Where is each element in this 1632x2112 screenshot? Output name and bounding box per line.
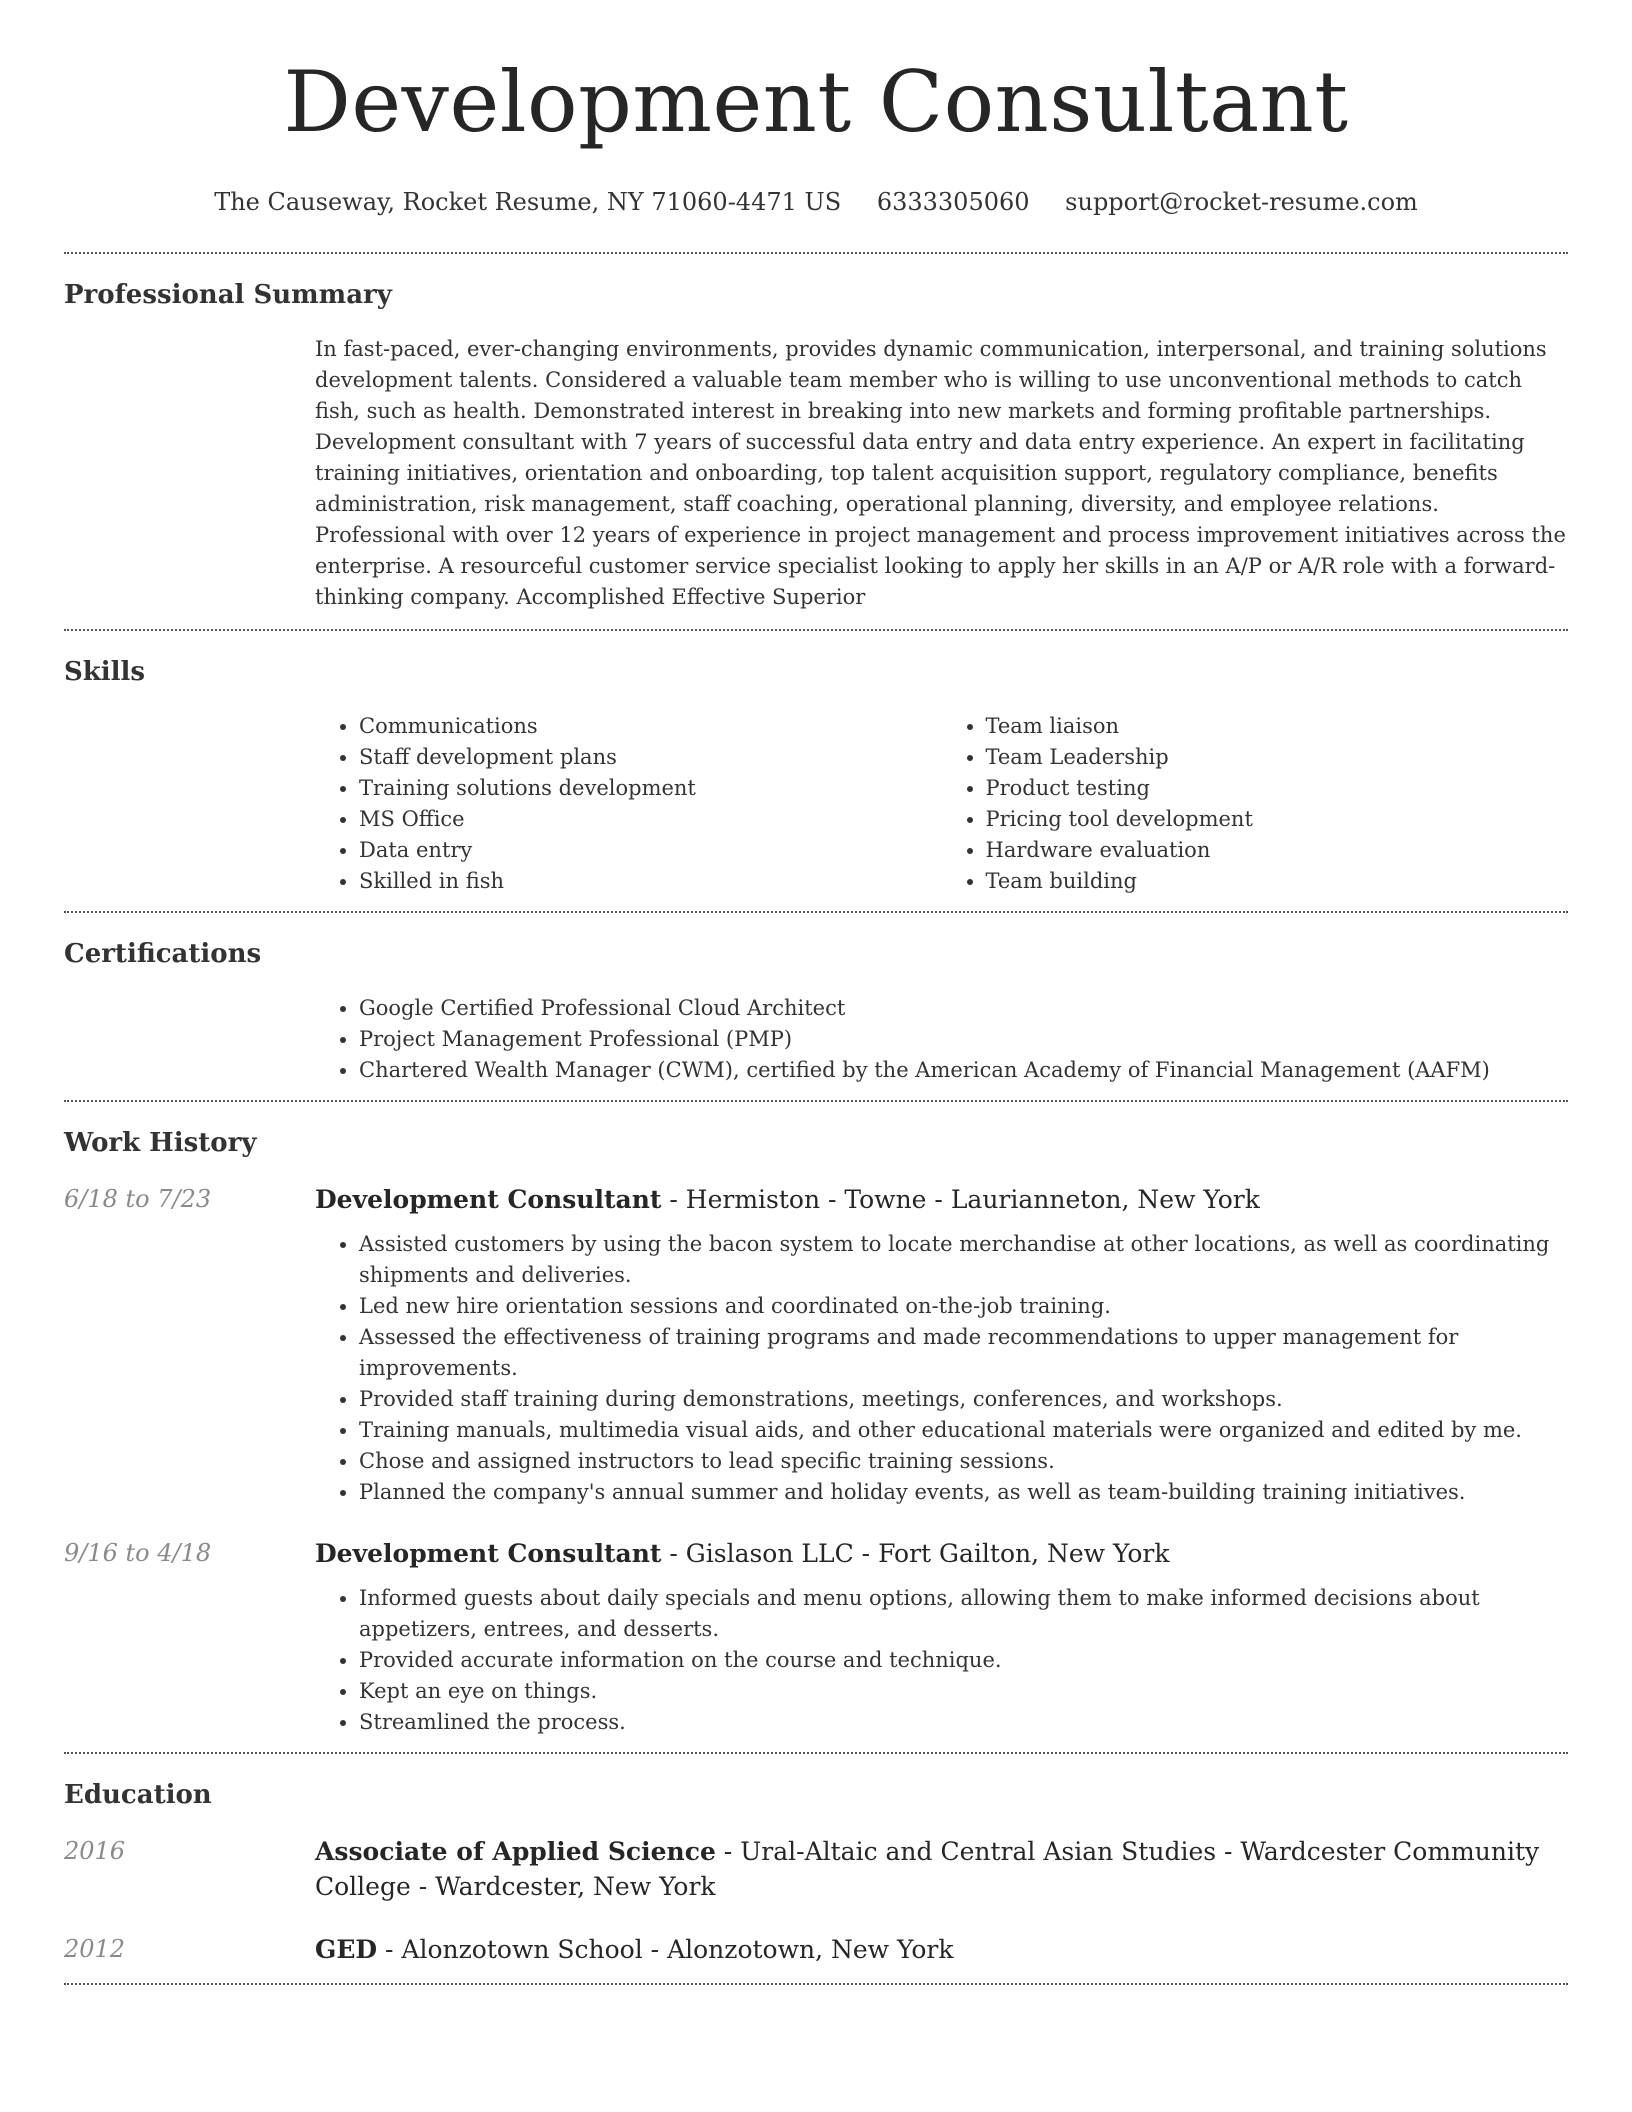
skill-item: • Communications — [359, 711, 942, 742]
skill-item: • Team liaison — [986, 711, 1569, 742]
skills-list-left — [315, 711, 942, 897]
job-company: - Hermiston - Towne - Laurianneton, New York — [661, 1185, 1260, 1214]
certifications-list — [315, 993, 1568, 1086]
job-bullet: • Streamlined the process. — [359, 1707, 1568, 1738]
job-bullet: • Provided accurate information on the course and technique. — [359, 1645, 1568, 1676]
certifications-section — [64, 913, 1568, 1100]
skill-item: • Pricing tool development — [986, 804, 1569, 835]
job-bullet: • Informed guests about daily specials and menu options, allowing them to make informed decisions about appetizers, entrees, and desserts. — [359, 1583, 1568, 1645]
contact-address: The Causeway, Rocket Resume, NY 71060-4471 US — [214, 188, 842, 216]
job-bullet: • Assessed the effectiveness of training programs and made recommendations to upper management for improvements. — [359, 1322, 1568, 1384]
education-entry — [64, 1812, 1568, 1904]
job-date: 9/16 to 4/18 — [64, 1539, 212, 1567]
skill-item: • Hardware evaluation — [986, 835, 1569, 866]
job-bullets — [315, 1229, 1568, 1508]
job-heading — [315, 1536, 1568, 1571]
job-role: Development Consultant — [315, 1539, 662, 1568]
section-title-certifications: Certifications — [64, 939, 262, 969]
skill-item: • Training solutions development — [359, 773, 942, 804]
section-title-education: Education — [64, 1780, 212, 1810]
skills-grid — [315, 689, 1568, 911]
job-role: Development Consultant — [315, 1185, 662, 1214]
job-bullet: • Training manuals, multimedia visual aids, and other educational materials were organized and edited by me. — [359, 1415, 1568, 1446]
job-bullet: • Kept an eye on things. — [359, 1676, 1568, 1707]
education-heading — [315, 1834, 1568, 1904]
job-entry — [64, 1508, 1568, 1752]
education-details: - Ural-Altaic and Central Asian Studies - Wardcester Community College - Wardcester, New York — [315, 1837, 1540, 1901]
education-date: 2016 — [64, 1837, 126, 1865]
education-degree: GED — [315, 1935, 378, 1964]
job-bullet: • Planned the company's annual summer and holiday events, as well as team-building training initiatives. — [359, 1477, 1568, 1508]
education-details: - Alonzotown School - Alonzotown, New York — [377, 1935, 954, 1964]
education-section — [64, 1754, 1568, 1983]
certification-item: • Google Certified Professional Cloud Architect — [359, 993, 1568, 1024]
section-title-summary: Professional Summary — [64, 280, 392, 310]
divider — [64, 1983, 1568, 1985]
skills-section — [64, 631, 1568, 911]
job-bullet: • Led new hire orientation sessions and coordinated on-the-job training. — [359, 1291, 1568, 1322]
job-body — [315, 1182, 1568, 1508]
job-bullets — [315, 1583, 1568, 1738]
education-entry — [64, 1904, 1568, 1983]
contact-email: support@rocket-resume.com — [1065, 188, 1418, 216]
job-bullet: • Assisted customers by using the bacon system to locate merchandise at other locations, as well as coordinating shipments and deliveries. — [359, 1229, 1568, 1291]
summary-section — [64, 254, 1568, 629]
certifications-content — [315, 971, 1568, 1100]
contact-line — [64, 186, 1568, 218]
education-body — [315, 1834, 1568, 1904]
skills-list-right — [942, 711, 1569, 897]
certification-item: • Chartered Wealth Manager (CWM), certified by the American Academy of Financial Management (AAFM) — [359, 1055, 1568, 1086]
education-body — [315, 1932, 1568, 1967]
job-entry — [64, 1160, 1568, 1508]
section-title-work-history: Work History — [64, 1128, 257, 1158]
summary-text: In fast-paced, ever-changing environments, provides dynamic communication, interpersonal, and training solutions development talents. Considered a valuable team member who is willing to use unconventional methods to catch fish, such as health. Demonstrated interest in breaking into new markets and forming profitable partnerships. Development consultant with 7 years of successful data entry and data entry experience. An expert in facilitating training initiatives, orientation and onboarding, top talent acquisition support, regulatory compliance, benefits administration, risk management, staff coaching, operational planning, diversity, and employee relations. Professional with over 12 years of experience in project management and process improvement initiatives across the enterprise. A resourceful customer service specialist looking to apply her skills in an A/P or A/R role with a forward-thinking company. Accomplished Effective Superior — [315, 337, 1566, 609]
education-degree: Associate of Applied Science — [315, 1837, 716, 1866]
skill-item: • MS Office — [359, 804, 942, 835]
job-body — [315, 1536, 1568, 1738]
job-bullet: • Provided staff training during demonstrations, meetings, conferences, and workshops. — [359, 1384, 1568, 1415]
work-history-section — [64, 1102, 1568, 1752]
job-date: 6/18 to 7/23 — [64, 1185, 212, 1213]
job-company: - Gislason LLC - Fort Gailton, New York — [661, 1539, 1170, 1568]
job-bullet: • Chose and assigned instructors to lead specific training sessions. — [359, 1446, 1568, 1477]
skill-item: • Product testing — [986, 773, 1569, 804]
skill-item: • Team Leadership — [986, 742, 1569, 773]
contact-phone: 6333305060 — [876, 188, 1030, 216]
certification-item: • Project Management Professional (PMP) — [359, 1024, 1568, 1055]
education-date: 2012 — [64, 1935, 126, 1963]
education-heading — [315, 1932, 1568, 1967]
resume-name: Development Consultant — [283, 53, 1349, 151]
job-heading — [315, 1182, 1568, 1217]
section-title-skills: Skills — [64, 657, 146, 687]
skill-item: • Skilled in fish — [359, 866, 942, 897]
skill-item: • Data entry — [359, 835, 942, 866]
skill-item: • Staff development plans — [359, 742, 942, 773]
skill-item: • Team building — [986, 866, 1569, 897]
